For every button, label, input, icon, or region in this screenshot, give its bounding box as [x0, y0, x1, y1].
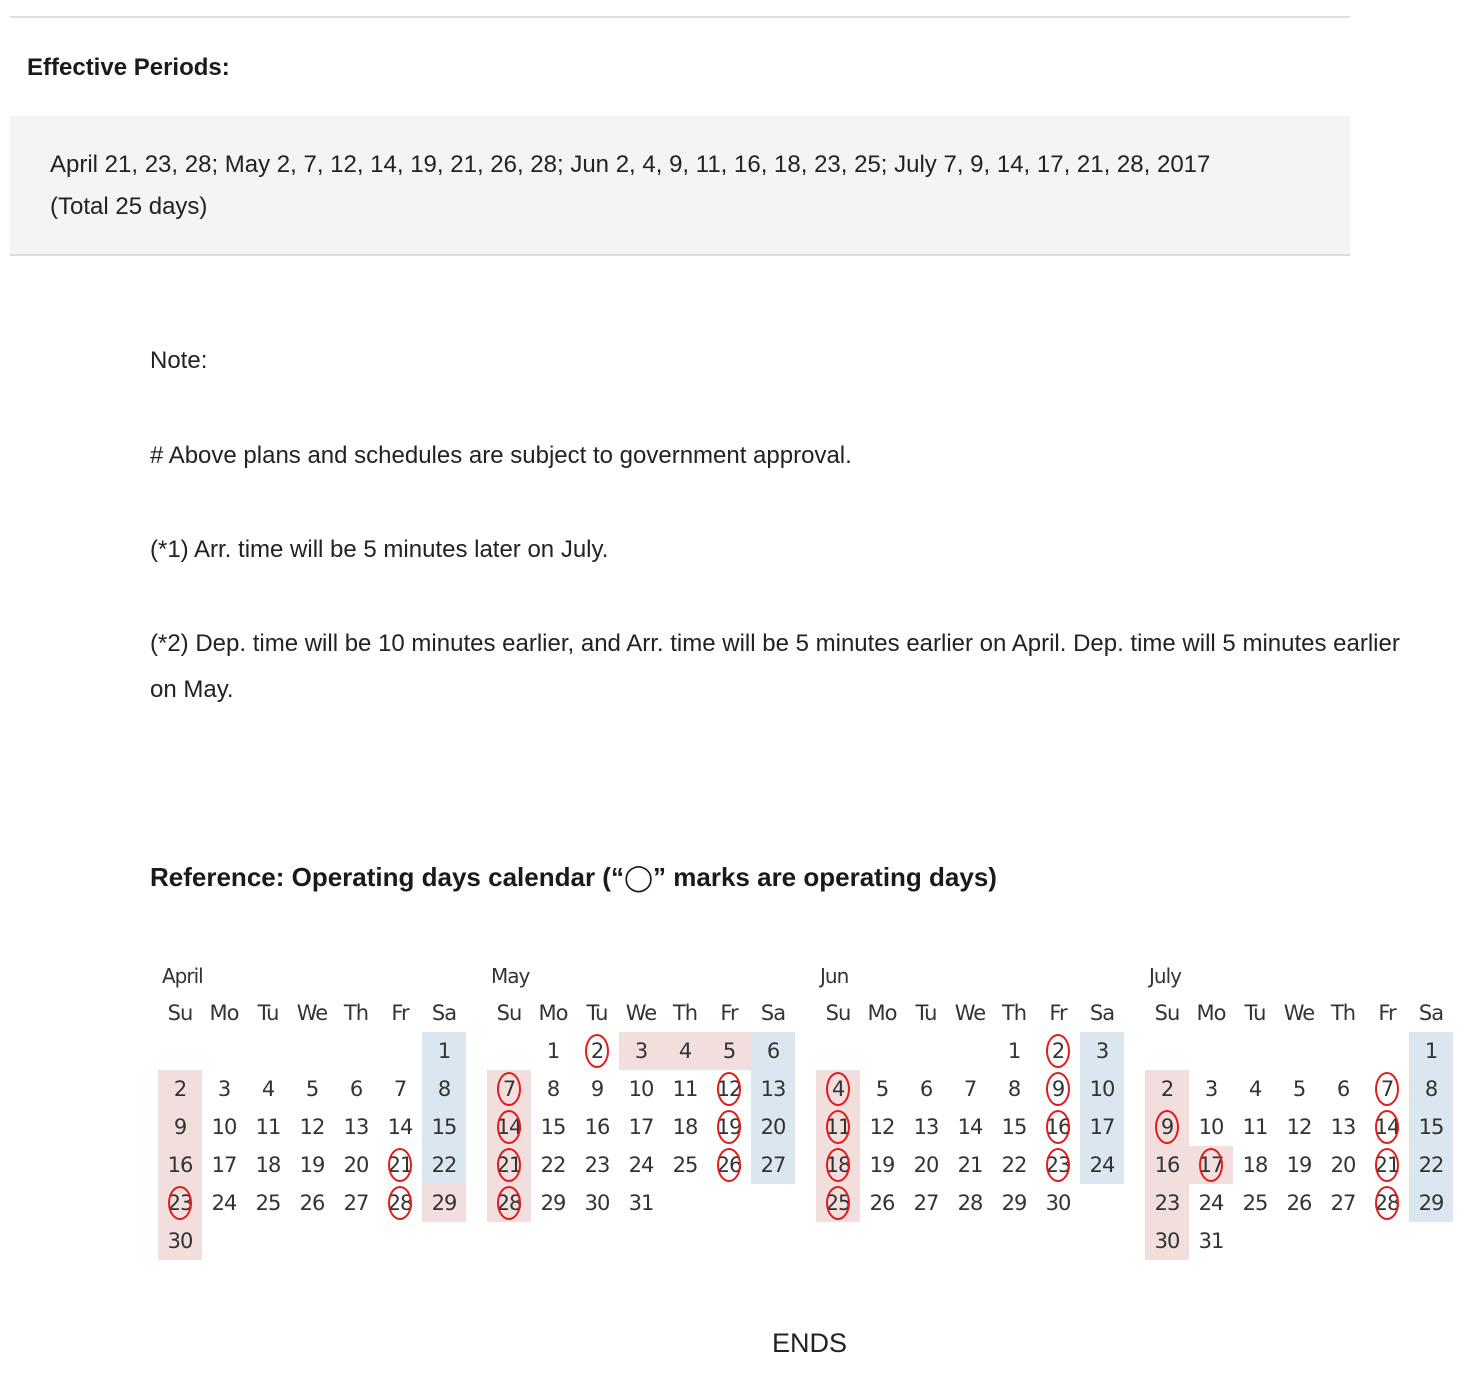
calendar-day-operating: 2 [1036, 1032, 1080, 1070]
weekday-header: Mo [538, 1001, 568, 1025]
calendar-day: 13 [1330, 1115, 1356, 1139]
calendar-day-operating: 23 [158, 1184, 202, 1222]
calendar-day: 20 [913, 1153, 939, 1177]
calendar-day: 14 [387, 1115, 413, 1139]
calendar-day: 27 [1330, 1191, 1356, 1215]
calendar-day-operating: 11 [816, 1108, 860, 1146]
calendar-day-operating: 14 [487, 1108, 531, 1146]
calendar-day-operating: 7 [487, 1070, 531, 1108]
weekday-header: Sa [1418, 1001, 1444, 1025]
calendar-day-operating: 9 [1036, 1070, 1080, 1108]
calendar-day: 19 [1286, 1153, 1312, 1177]
calendar-day: 31 [628, 1191, 654, 1215]
calendar-day: 17 [1080, 1108, 1124, 1146]
calendar-day: 1 [422, 1032, 466, 1070]
weekday-header: Su [1154, 1001, 1180, 1025]
calendar-day: 30 [1045, 1191, 1071, 1215]
note-heading: Note: [150, 347, 208, 374]
calendar-day: 24 [211, 1191, 237, 1215]
calendar-day: 20 [751, 1108, 795, 1146]
calendar-day: 10 [628, 1077, 654, 1101]
calendar-day: 4 [261, 1077, 275, 1101]
calendar-day: 14 [957, 1115, 983, 1139]
calendar-day: 20 [343, 1153, 369, 1177]
calendar-day: 18 [255, 1153, 281, 1177]
calendar-day-operating: 7 [1365, 1070, 1409, 1108]
weekday-header: Su [496, 1001, 522, 1025]
calendar-day: 24 [628, 1153, 654, 1177]
calendar-day: 28 [957, 1191, 983, 1215]
calendar-day: 12 [1286, 1115, 1312, 1139]
calendar-day-operating: 26 [707, 1146, 751, 1184]
calendar-day: 3 [619, 1032, 663, 1070]
calendar-day-operating: 17 [1189, 1146, 1233, 1184]
calendar-day: 24 [1080, 1146, 1124, 1184]
weekday-header: Fr [1378, 1001, 1396, 1025]
calendar-day: 19 [299, 1153, 325, 1177]
calendar-day: 3 [1204, 1077, 1218, 1101]
calendar-day: 4 [1248, 1077, 1262, 1101]
calendar-day-operating: 12 [707, 1070, 751, 1108]
calendar-day-operating: 28 [487, 1184, 531, 1222]
calendar-day: 15 [1001, 1115, 1027, 1139]
calendar-day: 8 [546, 1077, 560, 1101]
calendar-day-operating: 14 [1365, 1108, 1409, 1146]
calendar-day: 6 [751, 1032, 795, 1070]
calendar-day: 20 [1330, 1153, 1356, 1177]
calendar-day: 16 [158, 1146, 202, 1184]
calendar-day: 10 [211, 1115, 237, 1139]
weekday-header: Mo [209, 1001, 239, 1025]
calendar-day: 8 [422, 1070, 466, 1108]
calendar-day: 25 [255, 1191, 281, 1215]
calendar-month-title: May [491, 964, 530, 988]
calendar-day: 5 [875, 1077, 889, 1101]
calendar-april [158, 960, 468, 1260]
calendar-day: 27 [343, 1191, 369, 1215]
calendar-day: 6 [349, 1077, 363, 1101]
effective-periods-dates: April 21, 23, 28; May 2, 7, 12, 14, 19, 21, 26, 28; Jun 2, 4, 9, 11, 16, 18, 23, 25; July 7, 9, 14, 17, 21, 28, 2017 [50, 151, 1211, 178]
calendar-day: 29 [1001, 1191, 1027, 1215]
weekday-header: We [296, 1001, 328, 1025]
calendar-day: 2 [1145, 1070, 1189, 1108]
calendar-day-operating: 28 [1365, 1184, 1409, 1222]
calendar-day: 8 [1409, 1070, 1453, 1108]
weekday-header: Th [672, 1001, 698, 1025]
calendar-day: 8 [1007, 1077, 1021, 1101]
weekday-header: Tu [1244, 1001, 1266, 1025]
calendar-day: 16 [584, 1115, 610, 1139]
note-arrival-july: (*1) Arr. time will be 5 minutes later on July. [150, 536, 609, 563]
weekday-header: Sa [1089, 1001, 1115, 1025]
weekday-header: Th [1001, 1001, 1027, 1025]
calendar-day: 23 [1145, 1184, 1189, 1222]
weekday-header: Sa [431, 1001, 457, 1025]
calendar-day: 11 [1242, 1115, 1268, 1139]
calendar-day: 26 [1286, 1191, 1312, 1215]
weekday-header: Su [167, 1001, 193, 1025]
calendar-day: 27 [751, 1146, 795, 1184]
calendar-day: 16 [1145, 1146, 1189, 1184]
calendar-day-operating: 21 [487, 1146, 531, 1184]
calendar-day-operating: 21 [378, 1146, 422, 1184]
note-departure-line2: on May. [150, 676, 234, 703]
weekday-header: Th [343, 1001, 369, 1025]
calendar-day-operating: 25 [816, 1184, 860, 1222]
note-departure-line1: (*2) Dep. time will be 10 minutes earlier, and Arr. time will be 5 minutes earlier on April. Dep. time will 5 minutes earlier [150, 630, 1400, 657]
calendar-day-operating: 2 [575, 1032, 619, 1070]
calendar-day: 25 [672, 1153, 698, 1177]
calendar-day: 10 [1198, 1115, 1224, 1139]
calendar-day-operating: 9 [1145, 1108, 1189, 1146]
calendar-day: 3 [1080, 1032, 1124, 1070]
calendar-day: 22 [1409, 1146, 1453, 1184]
calendar-month-title: Jun [820, 964, 849, 988]
calendar-day: 4 [663, 1032, 707, 1070]
note-approval: # Above plans and schedules are subject to government approval. [150, 442, 852, 469]
calendar-reference-title: Reference: Operating days calendar (“◯” marks are operating days) [150, 862, 997, 892]
calendar-day: 29 [540, 1191, 566, 1215]
calendar-day: 17 [211, 1153, 237, 1177]
calendar-day: 15 [422, 1108, 466, 1146]
calendar-day: 31 [1198, 1229, 1224, 1253]
calendar-day: 22 [422, 1146, 466, 1184]
calendar-day: 17 [628, 1115, 654, 1139]
calendar-day: 7 [393, 1077, 407, 1101]
weekday-header: We [954, 1001, 986, 1025]
calendar-day: 13 [913, 1115, 939, 1139]
calendar-day: 1 [546, 1039, 560, 1063]
calendar-day: 18 [1242, 1153, 1268, 1177]
calendar-day-operating: 19 [707, 1108, 751, 1146]
calendar-month-title: April [162, 964, 203, 988]
calendar-day: 3 [217, 1077, 231, 1101]
calendar-day: 15 [1409, 1108, 1453, 1146]
weekday-header: Th [1330, 1001, 1356, 1025]
weekday-header: Sa [760, 1001, 786, 1025]
calendar-day: 15 [540, 1115, 566, 1139]
calendar-day: 30 [158, 1222, 202, 1260]
calendar-day: 29 [1409, 1184, 1453, 1222]
calendar-day: 25 [1242, 1191, 1268, 1215]
calendar-day-operating: 4 [816, 1070, 860, 1108]
calendar-day: 11 [672, 1077, 698, 1101]
weekday-header: Tu [586, 1001, 608, 1025]
calendar-day: 1 [1007, 1039, 1021, 1063]
calendar-day: 9 [158, 1108, 202, 1146]
calendar-day: 30 [1145, 1222, 1189, 1260]
calendar-day: 11 [255, 1115, 281, 1139]
calendar-day-operating: 18 [816, 1146, 860, 1184]
weekday-header: We [625, 1001, 657, 1025]
calendar-day: 29 [422, 1184, 466, 1222]
calendar-day: 13 [751, 1070, 795, 1108]
calendar-day: 6 [919, 1077, 933, 1101]
calendar-day-operating: 23 [1036, 1146, 1080, 1184]
calendar-month-title: July [1149, 964, 1181, 988]
calendar-day: 24 [1198, 1191, 1224, 1215]
weekday-header: Su [825, 1001, 851, 1025]
calendar-day: 7 [963, 1077, 977, 1101]
calendar-july [1145, 960, 1455, 1260]
calendar-jun [816, 960, 1126, 1260]
calendar-day: 9 [590, 1077, 604, 1101]
weekday-header: Fr [391, 1001, 409, 1025]
calendar-day: 30 [584, 1191, 610, 1215]
calendar-day-operating: 21 [1365, 1146, 1409, 1184]
calendar-day: 22 [540, 1153, 566, 1177]
calendar-day: 5 [305, 1077, 319, 1101]
weekday-header: Tu [257, 1001, 279, 1025]
calendar-day: 22 [1001, 1153, 1027, 1177]
weekday-header: We [1283, 1001, 1315, 1025]
effective-periods-total: (Total 25 days) [50, 193, 208, 220]
effective-periods-box [10, 116, 1350, 256]
calendar-day: 6 [1336, 1077, 1350, 1101]
calendar-day: 27 [913, 1191, 939, 1215]
weekday-header: Mo [867, 1001, 897, 1025]
calendar-day: 13 [343, 1115, 369, 1139]
calendar-day: 26 [299, 1191, 325, 1215]
calendar-day: 21 [957, 1153, 983, 1177]
calendar-day: 18 [672, 1115, 698, 1139]
effective-periods-title: Effective Periods: [27, 54, 230, 81]
weekday-header: Fr [720, 1001, 738, 1025]
calendar-day: 5 [707, 1032, 751, 1070]
weekday-header: Tu [915, 1001, 937, 1025]
top-divider [10, 16, 1350, 18]
calendar-day: 23 [584, 1153, 610, 1177]
calendar-day: 12 [869, 1115, 895, 1139]
calendar-day: 5 [1292, 1077, 1306, 1101]
weekday-header: Mo [1196, 1001, 1226, 1025]
calendar-day: 12 [299, 1115, 325, 1139]
calendar-day: 10 [1080, 1070, 1124, 1108]
calendar-day: 26 [869, 1191, 895, 1215]
calendar-day: 1 [1409, 1032, 1453, 1070]
calendar-day: 2 [158, 1070, 202, 1108]
weekday-header: Fr [1049, 1001, 1067, 1025]
calendar-day-operating: 16 [1036, 1108, 1080, 1146]
calendar-may [487, 960, 797, 1260]
ends-label: ENDS [772, 1328, 848, 1358]
calendar-day: 19 [869, 1153, 895, 1177]
calendar-day-operating: 28 [378, 1184, 422, 1222]
